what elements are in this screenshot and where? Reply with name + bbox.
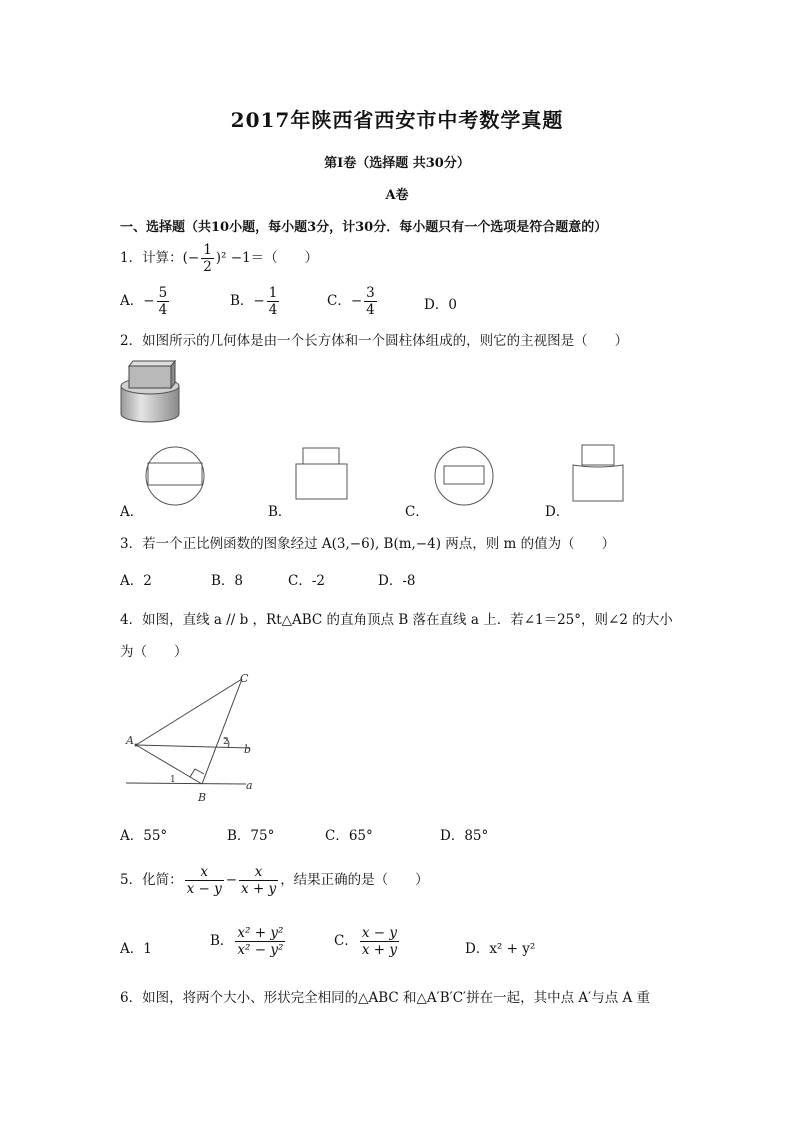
q4-option-d[interactable]: D．85° xyxy=(440,828,489,844)
q5-option-c[interactable]: C． $\frac{x - y}{x + y}$ xyxy=(334,925,397,958)
q2-option-c[interactable]: C． xyxy=(405,504,429,520)
q2-option-d-figure xyxy=(570,441,626,503)
right-angle-mark xyxy=(190,769,204,777)
segment-ab xyxy=(136,745,202,784)
page-title: 2017年陕西省西安市中考数学真题 xyxy=(230,108,564,132)
label-angle-1: 1 xyxy=(170,775,176,785)
q2-option-d[interactable]: D． xyxy=(545,504,570,520)
question-5-stem: 5．化简： $\frac{x}{x - y}$ − $\frac{x}{x + y}$ ，结果正确的是（ ） xyxy=(120,864,429,897)
fraction: $\frac{1}{2}$ xyxy=(203,242,212,275)
segment-cb xyxy=(202,679,242,784)
segment-ac xyxy=(136,679,242,745)
instruction-text: 一、选择题（共10小题，每小题3分，计30分．每小题只有一个选项是符合题意的） xyxy=(120,220,608,235)
part-heading: 第Ⅰ卷（选择题 共30分） xyxy=(324,156,470,171)
q5-option-a[interactable]: A．1 xyxy=(120,941,152,957)
solid-figure xyxy=(118,356,182,426)
label-angle-2: 2 xyxy=(223,737,229,747)
q3-option-d[interactable]: D．-8 xyxy=(378,573,416,589)
q1-option-c[interactable]: C．− $\frac{3}{4}$ xyxy=(327,285,375,318)
q3-option-a[interactable]: A．2 xyxy=(120,573,152,589)
question-2-stem: 2．如图所示的几何体是由一个长方体和一个圆柱体组成的，则它的主视图是（ ） xyxy=(120,333,629,349)
q2-option-b[interactable]: B． xyxy=(268,504,292,520)
section-heading: A卷 xyxy=(385,188,409,203)
q2-option-c-figure xyxy=(434,446,496,508)
q4-option-c[interactable]: C．65° xyxy=(325,828,373,844)
question-3-stem: 3．若一个正比例函数的图象经过 A(3,−6), B(m,−4) 两点，则 m 的值为（ ） xyxy=(120,536,616,552)
q5-option-d[interactable]: D．x² + y² xyxy=(465,941,536,957)
line-a xyxy=(126,783,246,784)
label-line-a: a xyxy=(246,779,253,792)
label-line-b: b xyxy=(244,743,252,756)
q1-option-d[interactable]: D．0 xyxy=(424,297,457,313)
line-b xyxy=(136,745,250,748)
q2-option-a[interactable]: A． xyxy=(120,504,144,520)
question-1-stem: 1．计算：(− $\frac{1}{2}$ )² −1＝（ ） xyxy=(120,242,319,275)
label-c-point: C xyxy=(240,672,249,685)
q3-option-c[interactable]: C．-2 xyxy=(288,573,325,589)
label-b-point: B xyxy=(198,791,207,804)
q4-option-a[interactable]: A．55° xyxy=(120,828,168,844)
q2-option-a-figure xyxy=(145,446,207,508)
q1-option-b[interactable]: B．− $\frac{1}{4}$ xyxy=(230,285,278,318)
q2-option-b-figure xyxy=(295,446,349,502)
question-6-stem: 6．如图，将两个大小、形状完全相同的△ABC 和△A′B′C′拼在一起，其中点 A′与点 A 重 xyxy=(120,990,651,1006)
q3-option-b[interactable]: B．8 xyxy=(211,573,244,589)
q5-option-b[interactable]: B． $\frac{\text{x² + y²}}{\text{x² − y²}}$ xyxy=(210,925,284,958)
q1-option-a[interactable]: A．− $\frac{5}{4}$ xyxy=(120,285,168,318)
question-4-stem-line2: 为（ ） xyxy=(120,644,188,660)
q4-option-b[interactable]: B．75° xyxy=(227,828,275,844)
q4-geometry-figure xyxy=(122,672,262,807)
label-a-point: A xyxy=(126,734,134,747)
question-4-stem-line1: 4．如图，直线 a // b ，Rt△ABC 的直角顶点 B 落在直线 a 上．若∠1＝25°，则∠2 的大小 xyxy=(120,612,673,628)
